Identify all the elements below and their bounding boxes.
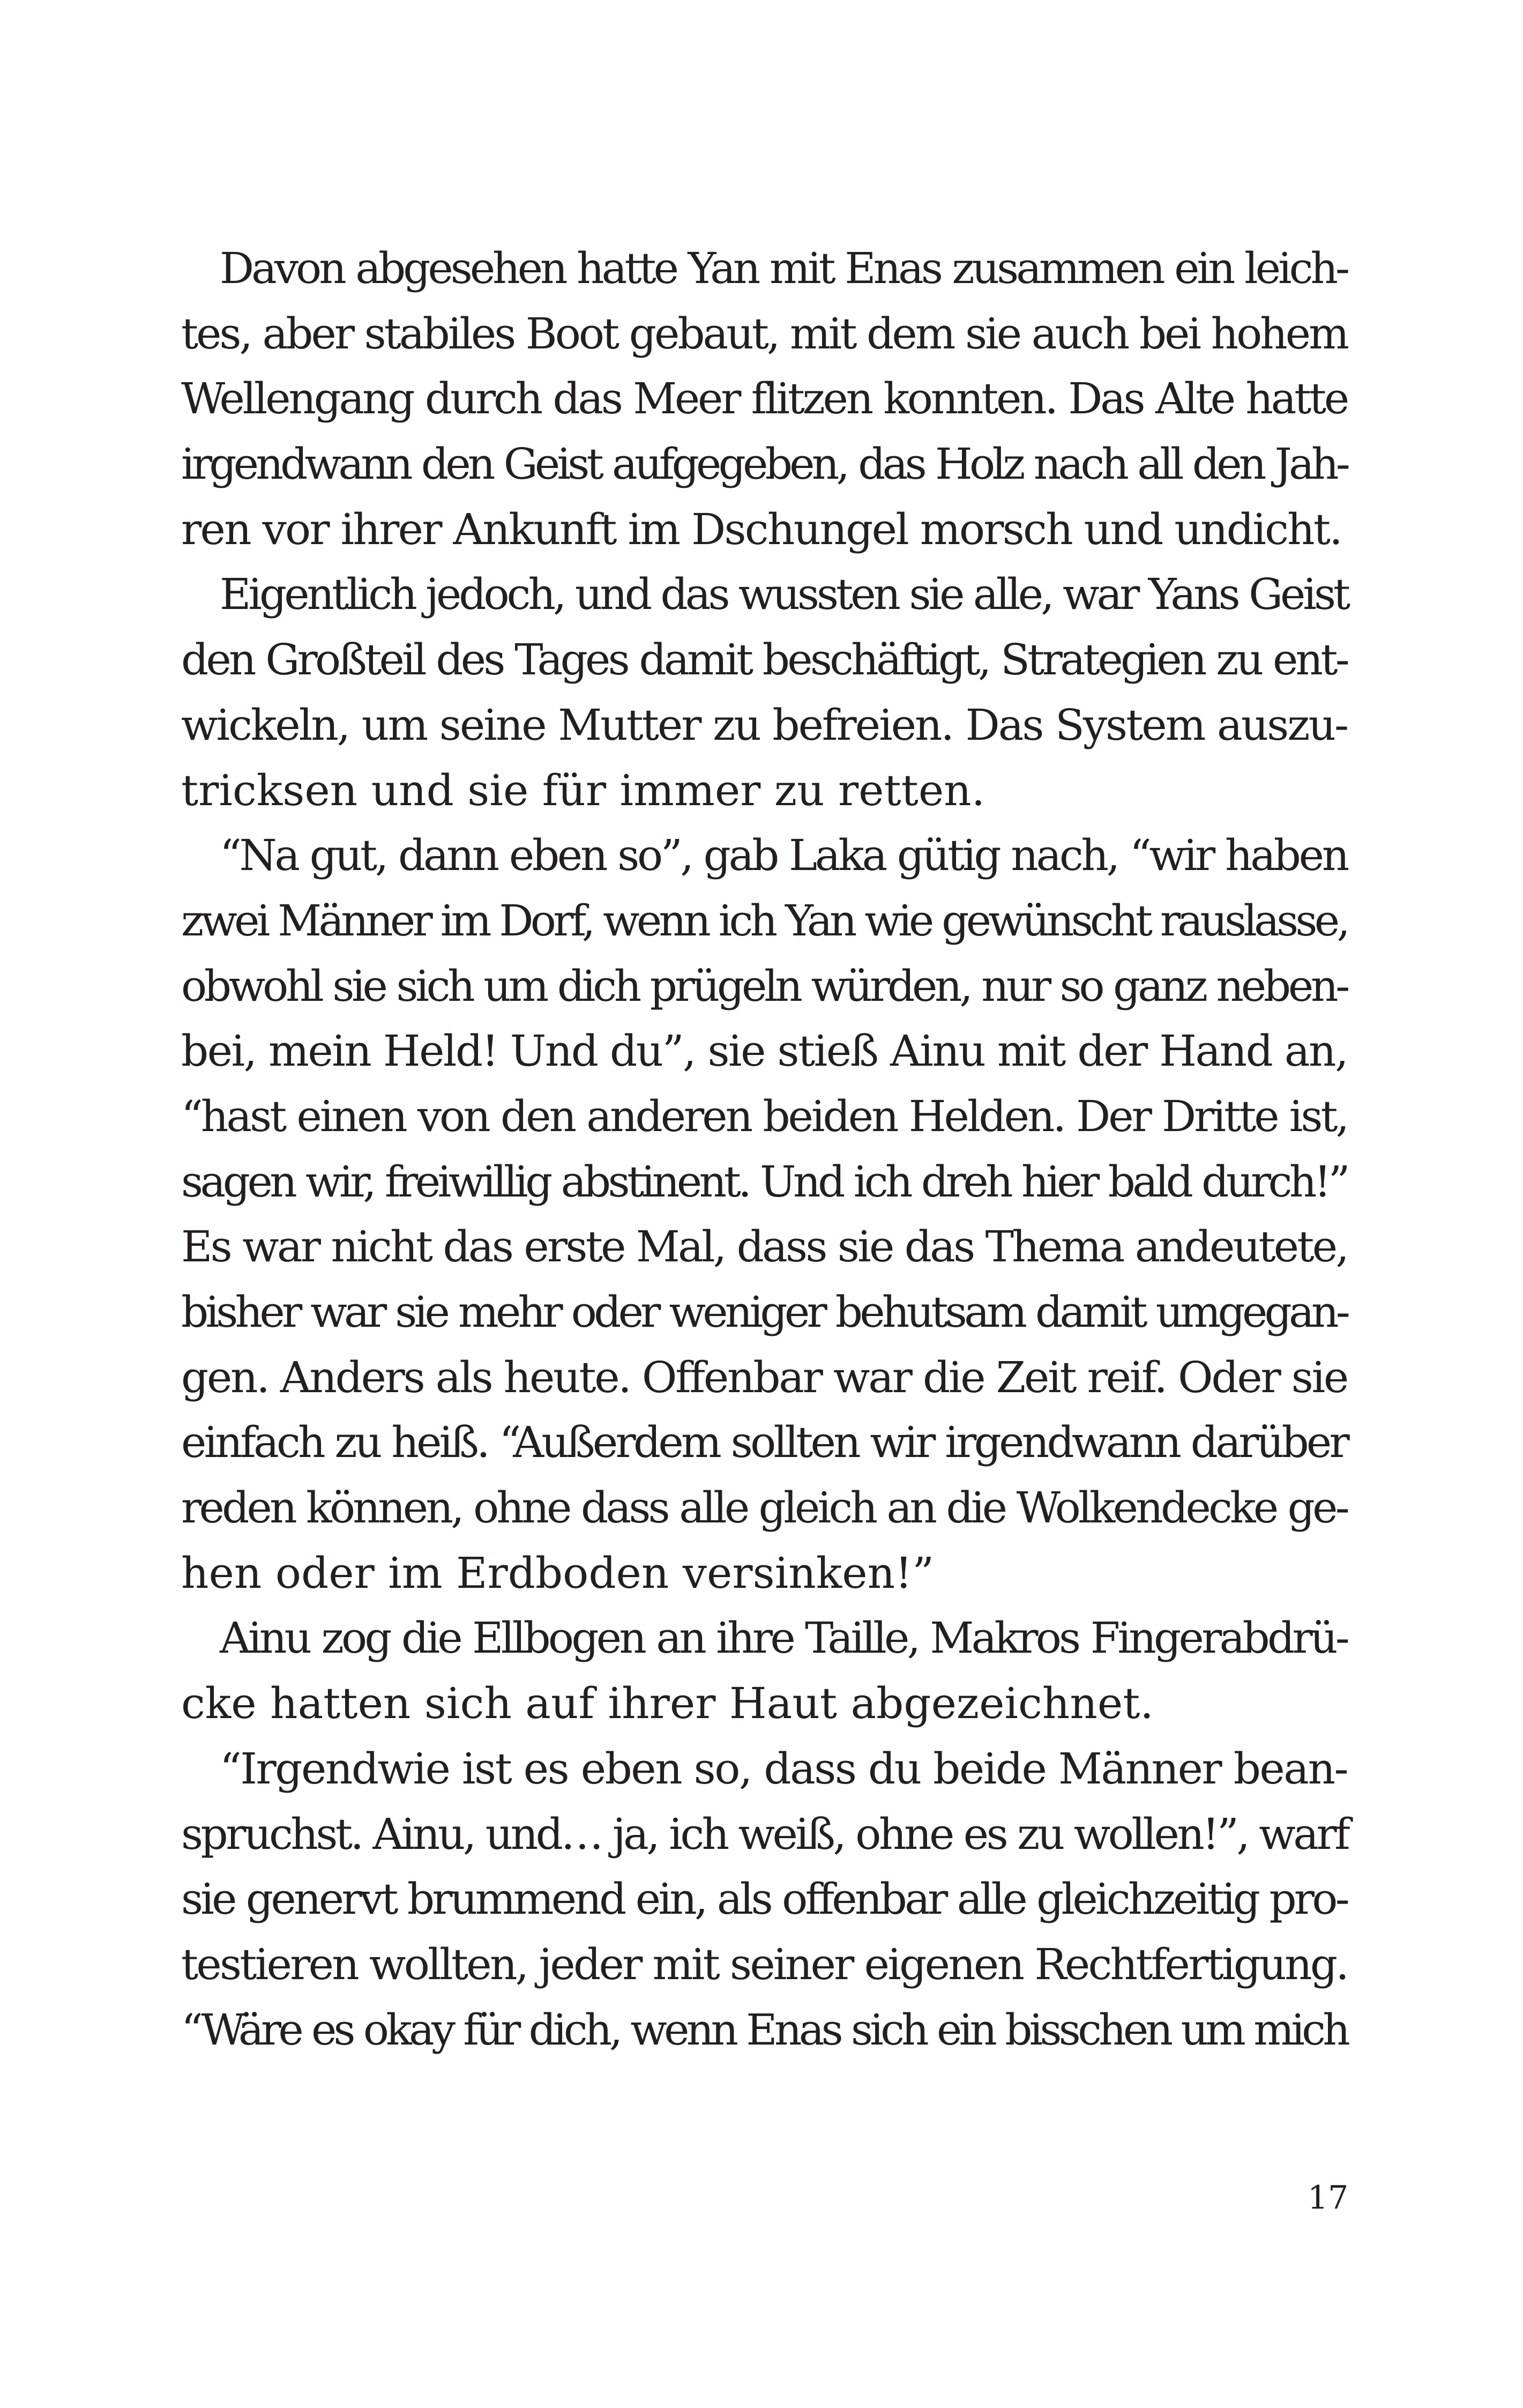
text-line: “Wäre es okay für dich, wenn Enas sich ein bisschen um mich — [181, 2004, 1347, 2055]
paragraph — [181, 1606, 1347, 1736]
text-line: “hast einen von den anderen beiden Helden. Der Dritte ist, — [181, 1091, 1347, 1141]
text-line: bisher war sie mehr oder weniger behutsam damit umgegan- — [181, 1287, 1347, 1337]
paragraph — [181, 1736, 1347, 2062]
text-line: sagen wir, freiwillig abstinent. Und ich dreh hier bald durch!” — [181, 1156, 1347, 1207]
text-line: reden können, ohne dass alle gleich an die Wolkendecke ge- — [181, 1483, 1347, 1533]
paragraph — [181, 562, 1347, 823]
text-line: gen. Anders als heute. Offenbar war die Zeit reif. Oder sie — [181, 1352, 1347, 1402]
text-line: cke hatten sich auf ihrer Haut abgezeichnet. — [181, 1678, 1154, 1729]
text-line: sie genervt brummend ein, als offenbar alle gleichzeitig pro- — [181, 1874, 1347, 1924]
text-line: “Na gut, dann eben so”, gab Laka gütig nach, “wir haben — [220, 830, 1347, 881]
text-line: wickeln, um seine Mutter zu befreien. Das System auszu- — [181, 700, 1347, 750]
paragraph — [181, 236, 1347, 562]
text-line: obwohl sie sich um dich prügeln würden, nur so ganz neben- — [181, 961, 1347, 1011]
text-line: ren vor ihrer Ankunft im Dschungel morsch und undicht. — [181, 504, 1341, 554]
text-line: bei, mein Held! Und du”, sie stieß Ainu mit der Hand an, — [181, 1026, 1347, 1076]
text-line: den Großteil des Tages damit beschäftigt, Strategien zu ent- — [181, 635, 1347, 685]
text-line: zwei Männer im Dorf, wenn ich Yan wie gewünscht rauslasse, — [181, 895, 1347, 946]
text-line: tes, aber stabiles Boot gebaut, mit dem sie auch bei hohem — [181, 308, 1347, 359]
text-line: einfach zu heiß. “Außerdem sollten wir irgendwann darüber — [181, 1417, 1347, 1468]
text-line: irgendwann den Geist aufgegeben, das Holz nach all den Jah- — [181, 439, 1347, 489]
text-line: tricksen und sie für immer zu retten. — [181, 765, 986, 815]
paragraph — [181, 823, 1347, 1606]
body-text — [181, 236, 1347, 2062]
text-line: hen oder im Erdboden versinken!” — [181, 1548, 935, 1598]
text-line: Wellengang durch das Meer flitzen konnten. Das Alte hatte — [181, 374, 1347, 424]
text-line: spruchst. Ainu, und… ja, ich weiß, ohne es zu wollen!”, warf — [181, 1809, 1348, 1859]
text-line: Eigentlich jedoch, und das wussten sie alle, war Yans Geist — [220, 569, 1348, 620]
text-line: Ainu zog die Ellbogen an ihre Taille, Makros Fingerabdrü- — [220, 1613, 1347, 1663]
page-number: 17 — [1308, 2179, 1349, 2217]
text-line: testieren wollten, jeder mit seiner eigenen Rechtfertigung. — [181, 1939, 1347, 1989]
text-line: Davon abgesehen hatte Yan mit Enas zusammen ein leich- — [220, 243, 1347, 293]
text-line: “Irgendwie ist es eben so, dass du beide Männer bean- — [220, 1743, 1347, 1794]
text-line: Es war nicht das erste Mal, dass sie das Thema andeutete, — [181, 1222, 1347, 1272]
